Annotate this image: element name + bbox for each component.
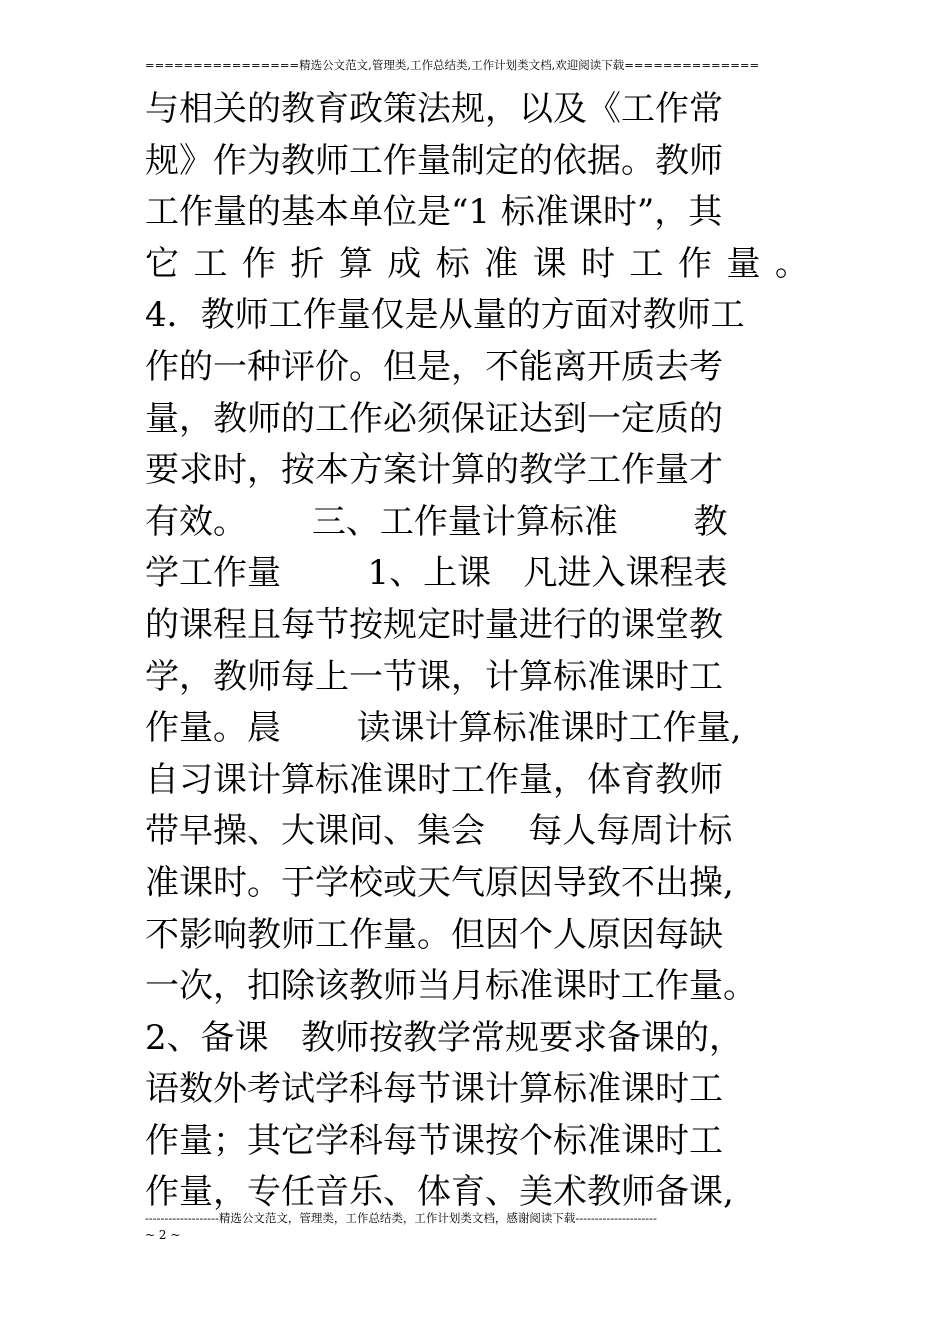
body-char: 课 — [532, 243, 567, 284]
body-line: 的课程且每节按规定时量进行的课堂教 — [145, 604, 723, 645]
body-char: 折 — [290, 243, 325, 284]
body-line: 要求时，按本方案计算的教学工作量才 — [145, 450, 723, 491]
footer-banner: -------------------精选公文范文，管理类，工作总结类，工作计划类文档，感谢阅读下载--------------------- — [145, 1211, 657, 1225]
body-char: 成 — [387, 243, 422, 284]
body-line: 2、备课 教师按教学常规要求备课的， — [145, 1017, 744, 1058]
body-line: 准课时。于学校或天气原因导致不出操, — [145, 862, 734, 903]
body-line: 作的一种评价。但是，不能离开质去考 — [145, 346, 723, 387]
body-line: 工作量的基本单位是“1 标准课时”，其 — [145, 192, 723, 233]
body-line: 自习课计算标准课时工作量，体育教师 — [145, 759, 723, 800]
body-char: 算 — [338, 243, 373, 284]
document-body — [145, 84, 809, 1219]
body-char: 标 — [435, 243, 470, 284]
body-line: 作量；其它学科每节课按个标准课时工 — [145, 1120, 723, 1161]
body-line: 带早操、大课间、集会 每人每周计标 — [145, 811, 733, 852]
body-line: 作量，专任音乐、体育、美术教师备课, — [145, 1172, 734, 1213]
body-line: 规》作为教师工作量制定的依据。教师 — [145, 140, 723, 181]
body-line: 学工作量 1、上课 凡进入课程表 — [145, 553, 728, 594]
body-line: 作量。晨 读课计算标准课时工作量, — [145, 708, 742, 749]
body-char: 准 — [484, 243, 519, 284]
body-char: 工 — [193, 243, 228, 284]
body-line: 与相关的教育政策法规，以及《工作常 — [145, 89, 723, 129]
body-line: 一次，扣除该教师当月标准课时工作量。 — [145, 966, 757, 1007]
body-line: 有效。 三、工作量计算标准 教 — [145, 501, 728, 542]
body-char: 时 — [581, 243, 616, 284]
body-char: 作 — [241, 243, 276, 284]
body-char: 作 — [677, 243, 712, 284]
body-line-justified — [145, 239, 809, 291]
header-banner: ================精选公文范文,管理类,工作总结类,工作计划类文档,欢迎阅读下载============== — [145, 58, 760, 72]
body-char: 它 — [145, 243, 179, 284]
body-line: 不影响教师工作量。但因个人原因每缺 — [145, 914, 723, 955]
page-number: ~ 2 ~ — [145, 1228, 181, 1242]
body-char: 工 — [629, 243, 664, 284]
body-char: 。 — [774, 243, 809, 284]
body-line: 学，教师每上一节课，计算标准课时工 — [145, 656, 723, 697]
body-line: 语数外考试学科每节课计算标准课时工 — [145, 1069, 723, 1110]
body-line: 4．教师工作量仅是从量的方面对教师工 — [145, 295, 745, 336]
body-char: 量 — [726, 243, 761, 284]
body-line: 量，教师的工作必须保证达到一定质的 — [145, 398, 723, 439]
